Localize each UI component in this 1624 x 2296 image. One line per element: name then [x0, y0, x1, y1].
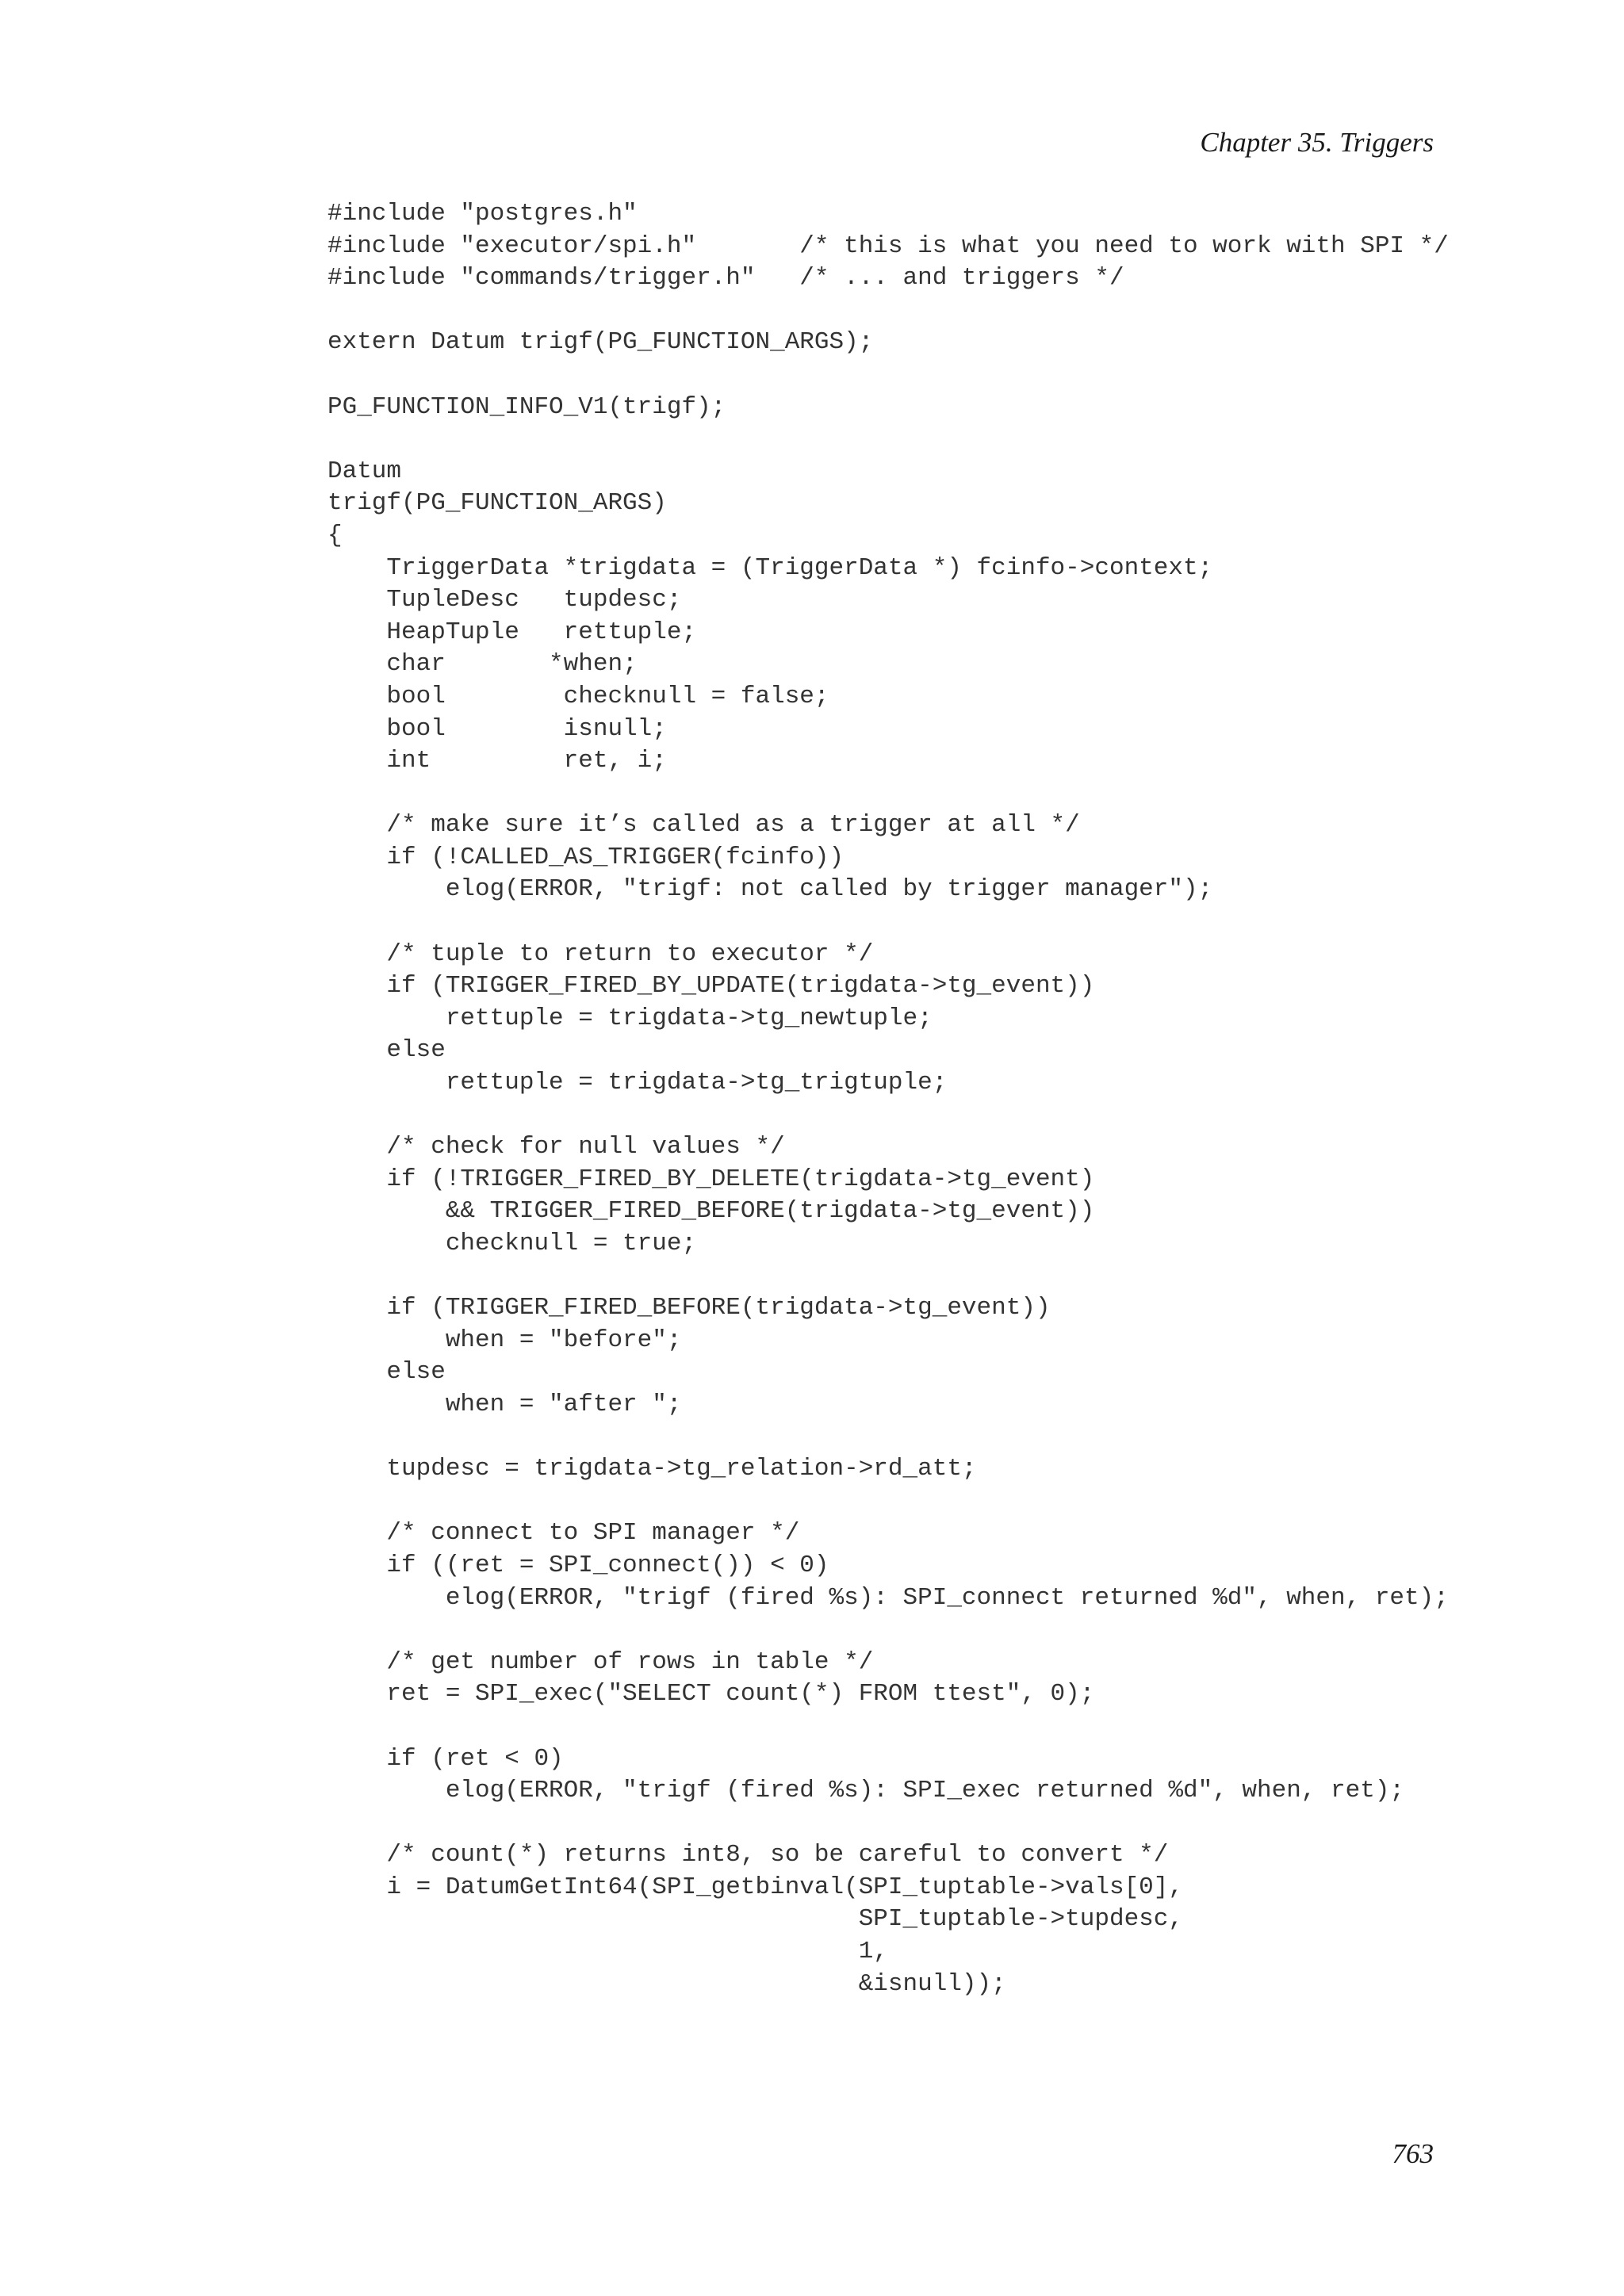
code-line: rettuple = trigdata->tg_newtuple;: [327, 1004, 933, 1032]
code-line: Datum: [327, 457, 402, 485]
code-line: when = "after ";: [327, 1390, 682, 1418]
code-line: 1,: [327, 1938, 888, 1966]
code-line: [327, 295, 1449, 327]
code-line: #include "commands/trigger.h" /* ... and triggers */: [327, 264, 1124, 293]
code-line: elog(ERROR, "trigf (fired %s): SPI_exec returned %d", when, ret);: [327, 1777, 1405, 1805]
code-line: ret = SPI_exec("SELECT count(*) FROM ttest", 0);: [327, 1680, 1095, 1709]
code-line: SPI_tuptable->tupdesc,: [327, 1905, 1183, 1934]
code-line: rettuple = trigdata->tg_trigtuple;: [327, 1069, 948, 1097]
code-line: bool checknull = false;: [327, 682, 829, 710]
code-line: if (!TRIGGER_FIRED_BY_DELETE(trigdata->tg_event): [327, 1165, 1095, 1193]
code-line: [327, 1614, 1449, 1647]
code-line: PG_FUNCTION_INFO_V1(trigf);: [327, 392, 726, 421]
code-line: [327, 1486, 1449, 1518]
code-line: TriggerData *trigdata = (TriggerData *) fcinfo->context;: [327, 553, 1213, 582]
code-listing: [327, 198, 1449, 2000]
code-line: HeapTuple rettuple;: [327, 618, 697, 646]
code-line: /* make sure it’s called as a trigger at all */: [327, 811, 1080, 840]
code-line: /* get number of rows in table */: [327, 1647, 874, 1676]
code-line: tupdesc = trigdata->tg_relation->rd_att;: [327, 1455, 977, 1483]
code-line: /* check for null values */: [327, 1133, 785, 1161]
code-line: i = DatumGetInt64(SPI_getbinval(SPI_tuptable->vals[0],: [327, 1873, 1183, 1901]
code-line: [327, 359, 1449, 392]
code-line: if (ret < 0): [327, 1744, 564, 1773]
code-line: bool isnull;: [327, 714, 667, 743]
code-line: /* count(*) returns int8, so be careful to convert */: [327, 1841, 1169, 1869]
code-line: char *when;: [327, 650, 638, 679]
code-line: int ret, i;: [327, 747, 667, 775]
code-line: && TRIGGER_FIRED_BEFORE(trigdata->tg_event)): [327, 1197, 1095, 1226]
code-line: elog(ERROR, "trigf: not called by trigger manager");: [327, 875, 1213, 904]
code-line: else: [327, 1036, 446, 1065]
code-line: if (TRIGGER_FIRED_BEFORE(trigdata->tg_event)): [327, 1294, 1051, 1322]
running-header: Chapter 35. Triggers: [1200, 127, 1434, 158]
code-line: &isnull));: [327, 1969, 1006, 1998]
code-line: #include "executor/spi.h" /* this is what you need to work with SPI */: [327, 232, 1449, 260]
code-line: #include "postgres.h": [327, 200, 638, 228]
code-line: {: [327, 521, 343, 549]
code-line: [327, 1100, 1449, 1132]
code-line: [327, 1808, 1449, 1840]
code-line: [327, 1261, 1449, 1293]
code-line: elog(ERROR, "trigf (fired %s): SPI_connect returned %d", when, ret);: [327, 1583, 1449, 1612]
code-line: when = "before";: [327, 1326, 682, 1354]
page-number: 763: [1392, 2138, 1434, 2169]
code-line: checknull = true;: [327, 1230, 697, 1257]
code-line: /* tuple to return to executor */: [327, 939, 874, 968]
code-line: TupleDesc tupdesc;: [327, 586, 682, 614]
code-line: [327, 778, 1449, 810]
code-line: else: [327, 1358, 446, 1387]
code-line: extern Datum trigf(PG_FUNCTION_ARGS);: [327, 328, 874, 357]
code-line: /* connect to SPI manager */: [327, 1519, 800, 1548]
code-line: [327, 1711, 1449, 1743]
code-line: if (!CALLED_AS_TRIGGER(fcinfo)): [327, 843, 845, 871]
code-line: if ((ret = SPI_connect()) < 0): [327, 1551, 829, 1579]
code-line: if (TRIGGER_FIRED_BY_UPDATE(trigdata->tg_event)): [327, 972, 1095, 1001]
code-line: [327, 906, 1449, 939]
code-line: trigf(PG_FUNCTION_ARGS): [327, 489, 667, 518]
code-line: [327, 423, 1449, 456]
code-line: [327, 1422, 1449, 1454]
